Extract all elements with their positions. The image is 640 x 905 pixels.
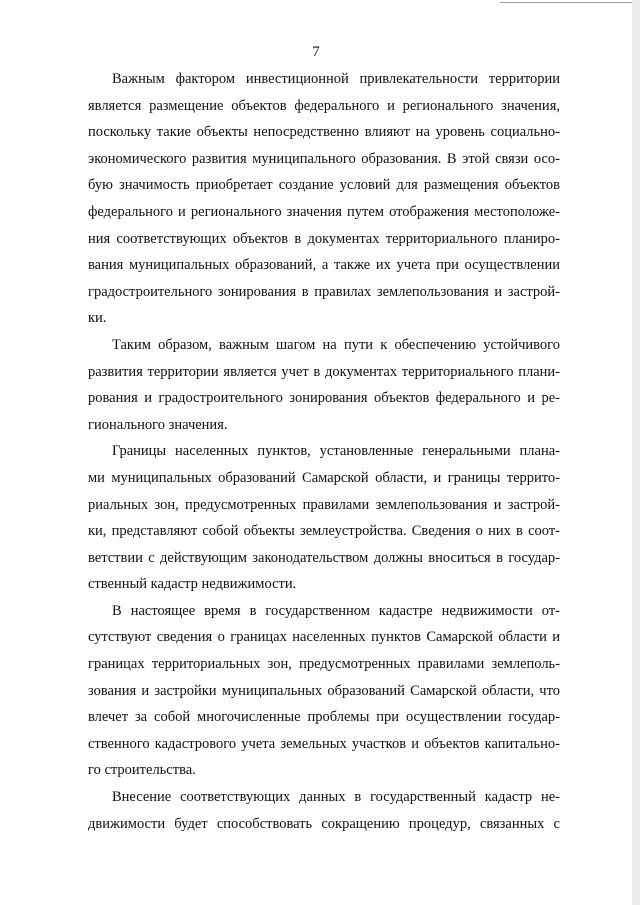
text-line: поскольку такие объекты непосредственно влияют на уровень социально- — [88, 124, 560, 141]
paragraph — [88, 438, 560, 598]
text-line: ветствии с действующим законодательством должны вноситься в государ- — [88, 549, 560, 566]
paragraph — [88, 332, 560, 438]
body-text — [88, 66, 560, 837]
text-line: бую значимость приобретает создание условий для размещения объектов — [88, 177, 560, 194]
text-line: вания муниципальных образований, а также их учета при осуществлении — [88, 257, 560, 274]
text-line: границах территориальных зон, предусмотренных правилами землеполь- — [88, 656, 560, 673]
text-line: сутствуют сведения о границах населенных пунктов Самарской области и — [88, 629, 560, 646]
text-line: является размещение объектов федерального и регионального значения, — [88, 97, 560, 114]
text-line: В настоящее время в государственном кадастре недвижимости от- — [112, 602, 560, 619]
text-line: экономического развития муниципального образования. В этой связи осо- — [88, 150, 560, 167]
paragraph — [88, 784, 560, 837]
text-line: градостроительного зонирования в правилах землепользования и застрой- — [88, 283, 560, 300]
text-line: зования и застройки муниципальных образований Самарской области, что — [88, 682, 560, 699]
text-line: Внесение соответствующих данных в государственный кадастр не- — [112, 789, 560, 806]
text-line: ми муниципальных образований Самарской области, и границы террито- — [88, 469, 560, 486]
text-line: влечет за собой многочисленные проблемы при осуществлении государ- — [88, 709, 560, 726]
text-line: ки. — [88, 310, 107, 327]
text-line: ственный кадастр недвижимости. — [88, 576, 297, 593]
text-line: го строительства. — [88, 762, 196, 779]
page-number: 7 — [312, 44, 320, 60]
text-line: движимости будет способствовать сокращению процедур, связанных с — [88, 815, 560, 832]
scan-edge-line — [500, 2, 632, 3]
paragraph — [88, 66, 560, 332]
text-line: рования и градостроительного зонирования объектов федерального и ре- — [88, 390, 560, 407]
text-line: ки, представляют собой объекты землеустройства. Сведения о них в соот- — [88, 523, 560, 540]
text-line: гионального значения. — [88, 416, 228, 433]
text-line: федерального и регионального значения путем отображения местоположе- — [88, 203, 560, 220]
text-line: Важным фактором инвестиционной привлекательности территории — [112, 71, 560, 87]
text-line: риальных зон, предусмотренных правилами землепользования и застрой- — [88, 496, 560, 513]
text-line: развития территории является учет в документах территориального плани- — [88, 363, 560, 380]
text-line: Границы населенных пунктов, установленные генеральными плана- — [112, 443, 560, 460]
text-line: ния соответствующих объектов в документах территориального планиро- — [88, 230, 560, 247]
text-line: ственного кадастрового учета земельных участков и объектов капитально- — [88, 735, 560, 752]
paragraph — [88, 598, 560, 784]
page-edge-shadow — [632, 0, 640, 905]
text-line: Таким образом, важным шагом на пути к обеспечению устойчивого — [112, 336, 560, 353]
